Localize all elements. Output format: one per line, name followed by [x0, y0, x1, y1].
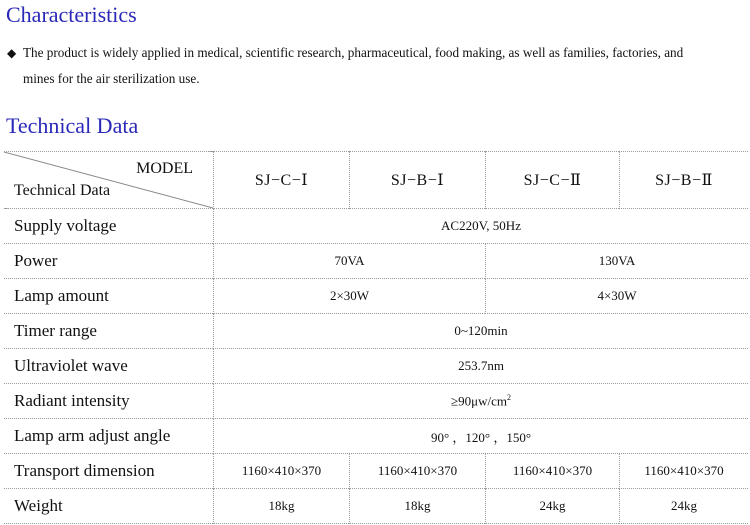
row-label-lamp-amount: Lamp amount — [4, 279, 213, 314]
transport-dimension-value-1: 1160×410×370 — [213, 454, 349, 489]
power-value-a: 70VA — [213, 244, 485, 279]
model-header-4: SJ−B−Ⅱ — [619, 151, 748, 209]
technical-data-label: Technical Data — [14, 182, 111, 199]
row-label-timer-range: Timer range — [4, 314, 213, 349]
row-label-transport-dimension: Transport dimension — [4, 454, 213, 489]
table-row — [4, 419, 748, 454]
ultraviolet-wave-value: 253.7nm — [213, 349, 748, 384]
paragraph-line-1: The product is widely applied in medical, scientific research, pharmaceutical, food making, as well as families, factories, and — [23, 45, 684, 60]
corner-header-cell — [4, 151, 213, 209]
timer-range-value: 0~120min — [213, 314, 748, 349]
model-header-3: SJ−C−Ⅱ — [485, 151, 619, 209]
model-label: MODEL — [136, 160, 193, 177]
characteristics-paragraph — [7, 40, 743, 91]
lamp-arm-angle-value: 90° ，120° ，150° — [213, 419, 748, 454]
row-label-lamp-arm-angle: Lamp arm adjust angle — [4, 419, 213, 454]
row-label-radiant-intensity: Radiant intensity — [4, 384, 213, 419]
characteristics-heading: Characteristics — [6, 2, 137, 27]
diamond-bullet-icon: ◆ — [7, 46, 17, 60]
table-header-row — [4, 151, 748, 209]
weight-value-1: 18kg — [213, 489, 349, 524]
transport-dimension-value-4: 1160×410×370 — [619, 454, 748, 489]
row-label-ultraviolet-wave: Ultraviolet wave — [4, 349, 213, 384]
row-label-supply-voltage: Supply voltage — [4, 209, 213, 244]
transport-dimension-value-2: 1160×410×370 — [349, 454, 485, 489]
table-row — [4, 209, 748, 244]
row-label-power: Power — [4, 244, 213, 279]
radiant-intensity-text: ≥90μw/cm — [451, 393, 507, 409]
transport-dimension-value-3: 1160×410×370 — [485, 454, 619, 489]
weight-value-3: 24kg — [485, 489, 619, 524]
table-row — [4, 454, 748, 489]
table-row — [4, 279, 748, 314]
power-value-b: 130VA — [485, 244, 748, 279]
technical-data-table — [4, 151, 748, 524]
weight-value-4: 24kg — [619, 489, 748, 524]
table-row — [4, 384, 748, 419]
technical-data-heading: Technical Data — [6, 113, 139, 138]
table-row — [4, 349, 748, 384]
table-row — [4, 244, 748, 279]
row-label-weight: Weight — [4, 489, 213, 524]
model-header-2: SJ−B−Ⅰ — [349, 151, 485, 209]
table-row — [4, 314, 748, 349]
paragraph-line-2: mines for the air sterilization use. — [23, 71, 200, 86]
lamp-amount-value-b: 4×30W — [485, 279, 748, 314]
lamp-amount-value-a: 2×30W — [213, 279, 485, 314]
unit-superscript: 2 — [507, 392, 511, 402]
weight-value-2: 18kg — [349, 489, 485, 524]
radiant-intensity-value — [213, 384, 748, 419]
supply-voltage-value: AC220V, 50Hz — [213, 209, 748, 244]
table-row — [4, 489, 748, 524]
model-header-1: SJ−C−Ⅰ — [213, 151, 349, 209]
